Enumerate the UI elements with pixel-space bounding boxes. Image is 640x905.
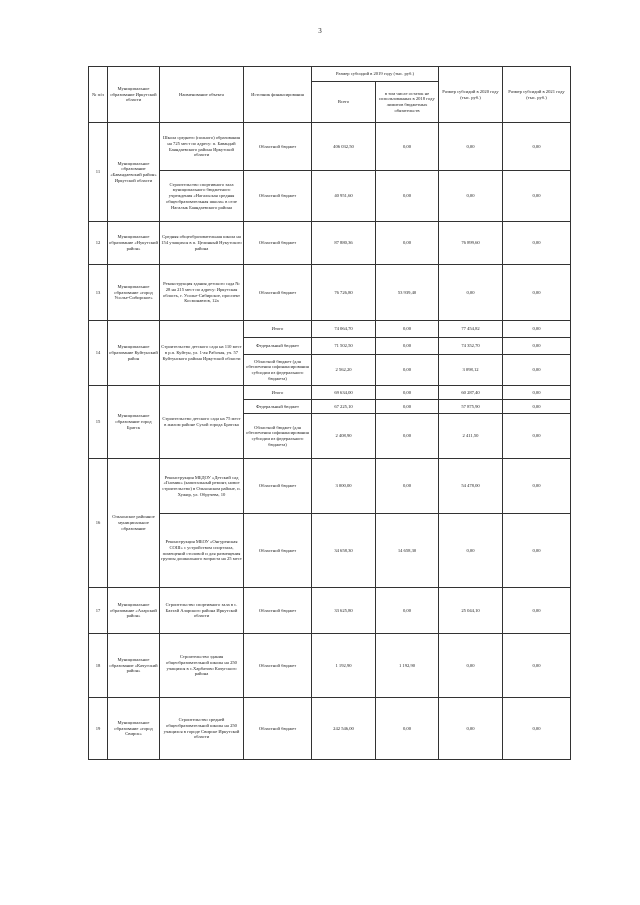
subsidy-2021-cell: 0,00 <box>503 386 571 400</box>
subsidy-2020-cell: 60 287,40 <box>439 386 503 400</box>
remainder-cell: 53 939,40 <box>376 265 439 321</box>
source-cell: Областной бюджет (для обеспечения софинансирования субсидии из федерального бюджета) <box>244 414 312 459</box>
remainder-cell: 0,00 <box>376 123 439 171</box>
source-cell: Итого <box>244 321 312 338</box>
source-cell: Областной бюджет <box>244 698 312 760</box>
remainder-cell: 0,00 <box>376 588 439 634</box>
source-cell: Областной бюджет <box>244 634 312 698</box>
subsidy-2021-cell: 0,00 <box>503 400 571 414</box>
total-cell: 87 880,36 <box>312 222 376 265</box>
subsidy-2020-cell: 57 875,90 <box>439 400 503 414</box>
table-row <box>89 386 571 400</box>
remainder-cell: 0,00 <box>376 400 439 414</box>
source-cell: Итого <box>244 386 312 400</box>
subsidy-2021-cell: 0,00 <box>503 355 571 386</box>
object-cell: Строительство здания общеобразовательной школы на 250 учащихся в с.Харбатово Качугского района <box>160 634 244 698</box>
total-cell: 33 625,80 <box>312 588 376 634</box>
subsidy-2021-cell: 0,00 <box>503 171 571 222</box>
remainder-cell: 0,00 <box>376 321 439 338</box>
remainder-cell: 1 192,90 <box>376 634 439 698</box>
row-number: 17 <box>89 588 108 634</box>
object-cell: Реконструкция МБОУ «Онгуренская СОШ» с устройством спортзала, помещений столовой и для размещения группы дошкольного возраста на 25 мест <box>160 514 244 588</box>
total-cell: 76 726,80 <box>312 265 376 321</box>
table-row <box>89 514 571 588</box>
subsidy-2020-cell: 0,00 <box>439 265 503 321</box>
total-cell: 1 192,90 <box>312 634 376 698</box>
remainder-cell: 0,00 <box>376 355 439 386</box>
object-cell: Строительство спортивного зала в с. Бахтай Аларского района Иркутской области <box>160 588 244 634</box>
table-row <box>89 588 571 634</box>
row-number: 11 <box>89 123 108 222</box>
total-cell: 2 408,90 <box>312 414 376 459</box>
header-total: Всего <box>312 82 376 123</box>
subsidy-table <box>88 66 571 760</box>
source-cell: Областной бюджет <box>244 514 312 588</box>
header-num: № п/п <box>89 67 108 123</box>
subsidy-2021-cell: 0,00 <box>503 123 571 171</box>
subsidy-2020-cell: 76 899,60 <box>439 222 503 265</box>
total-cell: 34 658,30 <box>312 514 376 588</box>
table-row <box>89 171 571 222</box>
municipality-cell: Муниципальное образование «Бавандаевский район» Иркутской области <box>108 123 160 222</box>
object-cell: Строительство детского сада на 110 мест в р.п. Куйтун, ул. 1-ая Рабочая, уч. 57 Куйтунского района Иркутской области <box>160 321 244 386</box>
subsidy-2020-cell: 0,00 <box>439 171 503 222</box>
municipality-cell: Муниципальное образование «Нукутский район» <box>108 222 160 265</box>
source-cell: Областной бюджет (для обеспечения софинансирования субсидии из федерального бюджета) <box>244 355 312 386</box>
subsidy-2020-cell: 74 352,70 <box>439 338 503 355</box>
subsidy-2020-cell: 3 098,12 <box>439 355 503 386</box>
remainder-cell: 0,00 <box>376 414 439 459</box>
source-cell: Областной бюджет <box>244 222 312 265</box>
table-row <box>89 222 571 265</box>
header-source: Источник финансирования <box>244 67 312 123</box>
remainder-cell: 0,00 <box>376 222 439 265</box>
source-cell: Областной бюджет <box>244 588 312 634</box>
table-row <box>89 265 571 321</box>
municipality-cell: Ольхонское районное муниципальное образование <box>108 459 160 588</box>
row-number: 13 <box>89 265 108 321</box>
object-cell: Строительство спортивного зала муниципального бюджетного учреждения «Нагальская средняя общеобразовательная школа» в селе Нагалык Баяндаевского района <box>160 171 244 222</box>
source-cell: Федеральный бюджет <box>244 400 312 414</box>
remainder-cell: 14 658,30 <box>376 514 439 588</box>
subsidy-2021-cell: 0,00 <box>503 514 571 588</box>
subsidy-2020-cell: 0,00 <box>439 123 503 171</box>
total-cell: 74 064,70 <box>312 321 376 338</box>
table-row <box>89 698 571 760</box>
subsidy-2021-cell: 0,00 <box>503 222 571 265</box>
total-cell: 242 546,00 <box>312 698 376 760</box>
municipality-cell: Муниципальное образование «Аларский район» <box>108 588 160 634</box>
object-cell: Школа среднего (полного) образования на 725 мест по адресу: п. Бавандай Баяндаевского района Иркутской области <box>160 123 244 171</box>
remainder-cell: 0,00 <box>376 459 439 514</box>
subsidy-2020-cell: 0,00 <box>439 514 503 588</box>
subsidy-2021-cell: 0,00 <box>503 634 571 698</box>
total-cell: 2 562,20 <box>312 355 376 386</box>
total-cell: 71 502,50 <box>312 338 376 355</box>
municipality-cell: Муниципальное образование Куйтунский район <box>108 321 160 386</box>
municipality-cell: Муниципальное образование город Братск <box>108 386 160 459</box>
total-cell: 67 225,10 <box>312 400 376 414</box>
source-cell: Федеральный бюджет <box>244 338 312 355</box>
subsidy-2020-cell: 54 478,00 <box>439 459 503 514</box>
remainder-cell: 0,00 <box>376 171 439 222</box>
subsidy-2020-cell: 25 044,10 <box>439 588 503 634</box>
object-cell: Средняя общеобразовательная школа на 154 учащихся в п. Целинный Нукутского района <box>160 222 244 265</box>
header-of-which: в том числе остаток не использованных в 2018 году лимитов бюджетных обязательств <box>376 82 439 123</box>
subsidy-2020-cell: 0,00 <box>439 634 503 698</box>
table-row <box>89 123 571 171</box>
header-subsidy-2021: Размер субсидий в 2021 году (тыс. руб.) <box>503 67 571 123</box>
subsidy-2021-cell: 0,00 <box>503 338 571 355</box>
table-header-row <box>89 67 571 82</box>
object-cell: Строительство средней общеобразовательной школы на 250 учащихся в городе Свирске Иркутской области <box>160 698 244 760</box>
source-cell: Областной бюджет <box>244 265 312 321</box>
object-cell: Строительство детского сада на 75 мест в жилом районе Сухой города Братска <box>160 386 244 459</box>
row-number: 19 <box>89 698 108 760</box>
subsidy-2021-cell: 0,00 <box>503 414 571 459</box>
total-cell: 40 951,60 <box>312 171 376 222</box>
municipality-cell: Муниципальное образование «город Усолье-Сибирское» <box>108 265 160 321</box>
total-cell: 3 000,00 <box>312 459 376 514</box>
header-subsidy-2019: Размер субсидий в 2019 году (тыс. руб.) <box>312 67 439 82</box>
subsidy-2020-cell: 0,00 <box>439 698 503 760</box>
subsidy-2021-cell: 0,00 <box>503 588 571 634</box>
page-number: 3 <box>318 27 322 35</box>
subsidy-2021-cell: 0,00 <box>503 459 571 514</box>
total-cell: 69 634,00 <box>312 386 376 400</box>
subsidy-2021-cell: 0,00 <box>503 321 571 338</box>
subsidy-2021-cell: 0,00 <box>503 698 571 760</box>
remainder-cell: 0,00 <box>376 698 439 760</box>
municipality-cell: Муниципальное образование «Качугский район» <box>108 634 160 698</box>
subsidy-2021-cell: 0,00 <box>503 265 571 321</box>
header-object: Наименование объекта <box>160 67 244 123</box>
table-row <box>89 634 571 698</box>
header-subsidy-2020: Размер субсидий в 2020 году (тыс. руб.) <box>439 67 503 123</box>
remainder-cell: 0,00 <box>376 386 439 400</box>
row-number: 14 <box>89 321 108 386</box>
subsidy-2020-cell: 77 454,82 <box>439 321 503 338</box>
header-municipality: Муниципальное образование Иркутской области <box>108 67 160 123</box>
row-number: 16 <box>89 459 108 588</box>
table-row <box>89 321 571 338</box>
row-number: 12 <box>89 222 108 265</box>
municipality-cell: Муниципальное образование «город Свирск» <box>108 698 160 760</box>
source-cell: Областной бюджет <box>244 459 312 514</box>
remainder-cell: 0,00 <box>376 338 439 355</box>
total-cell: 406 032,50 <box>312 123 376 171</box>
table-row <box>89 459 571 514</box>
row-number: 18 <box>89 634 108 698</box>
object-cell: Реконструкция МБДОУ «Детский сад «Гномик» (капитальный ремонт, новое строительство) в Ольхонском районе, п. Хужир, ул. Обручева, 10 <box>160 459 244 514</box>
row-number: 15 <box>89 386 108 459</box>
source-cell: Областной бюджет <box>244 123 312 171</box>
object-cell: Реконструкция здания детского сада № 28 на 215 мест по адресу: Иркутская область, г. Усолье-Сибирское, проспект Космонавтов, 12а <box>160 265 244 321</box>
source-cell: Областной бюджет <box>244 171 312 222</box>
subsidy-2020-cell: 2 411,50 <box>439 414 503 459</box>
